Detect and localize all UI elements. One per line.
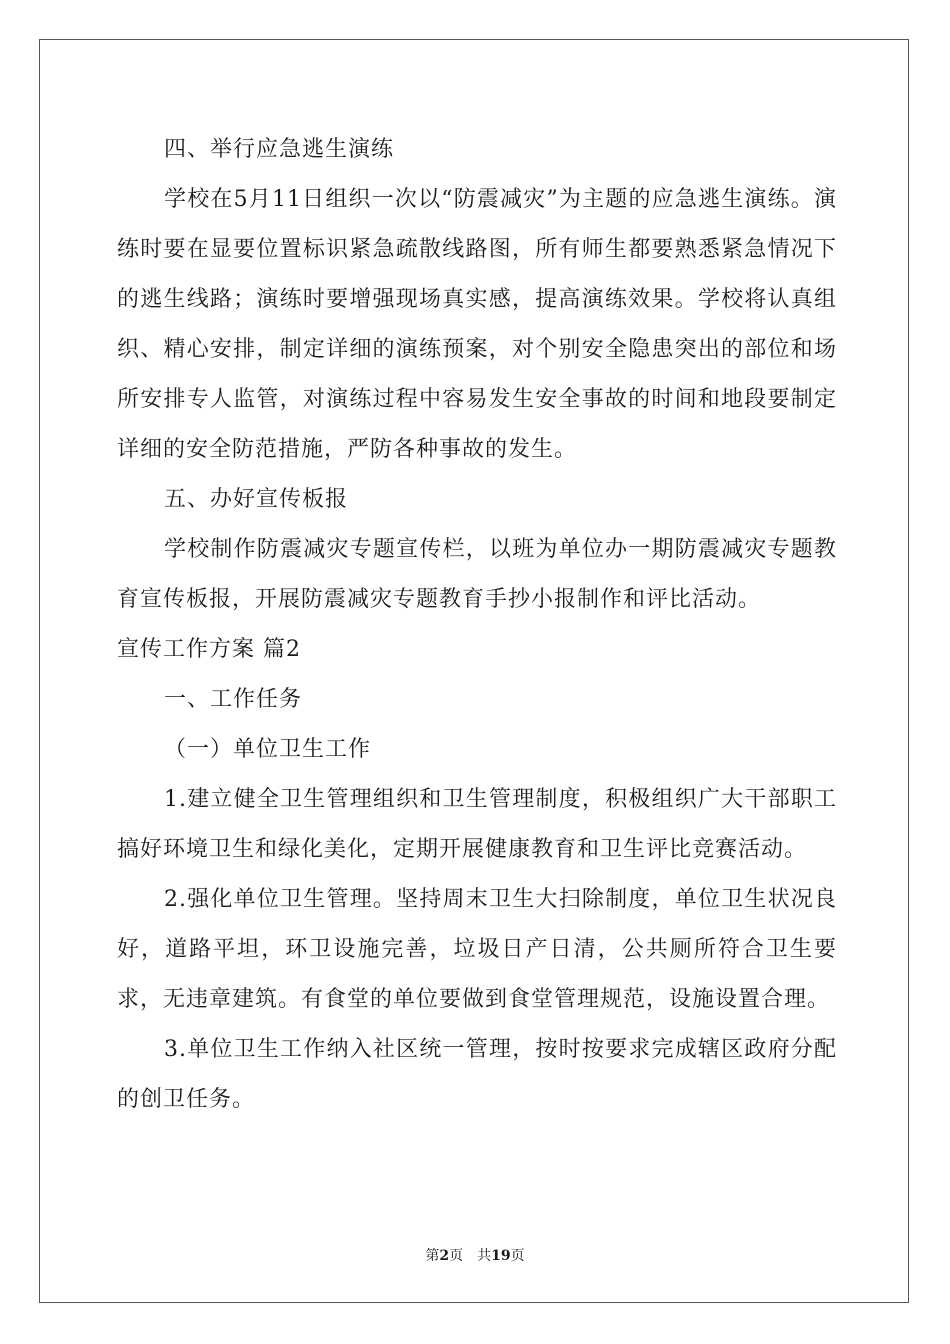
list-item-3: 3.单位卫生工作纳入社区统一管理，按时按要求完成辖区政府分配的创卫任务。: [117, 1037, 837, 1112]
paragraph-drill: 学校在5月11日组织一次以“防震减灾”为主题的应急逃生演练。演练时要在显要位置标识紧急疏散线路图，所有师生都要熟悉紧急情况下的逃生线路；演练时要增强现场真实感，提高演练效果。学校将认真组织、精心安排，制定详细的演练预案，对个别安全隐患突出的部位和场所安排专人监管，对演练过程中容易发生安全事故的时间和地段要制定详细的安全防范措施，严防各种事故的发生。: [117, 187, 837, 462]
list-item-2: 2.强化单位卫生管理。坚持周末卫生大扫除制度，单位卫生状况良好，道路平坦，环卫设施完善，垃圾日产日清，公共厕所符合卫生要求，无违章建筑。有食堂的单位要做到食堂管理规范，设施设置合理。: [117, 887, 837, 1012]
heading-section-5: 五、办好宣传板报: [164, 487, 349, 512]
footer-page-number: 2: [439, 1248, 450, 1264]
heading-section-4: 四、举行应急逃生演练: [164, 137, 395, 162]
page-footer: [0, 1245, 950, 1265]
document-body: [117, 125, 837, 1125]
heading-tasks: 一、工作任务: [164, 687, 303, 712]
document-section-title: 宣传工作方案 篇2: [117, 637, 301, 662]
subheading-unit-hygiene: （一）单位卫生工作: [164, 737, 372, 762]
footer-total-pages: 19: [491, 1248, 511, 1264]
footer-prefix: 第: [425, 1248, 440, 1264]
footer-mid: 页 共: [449, 1248, 492, 1264]
footer-suffix: 页: [510, 1248, 525, 1264]
list-item-1: 1.建立健全卫生管理组织和卫生管理制度，积极组织广大干部职工搞好环境卫生和绿化美化，定期开展健康教育和卫生评比竞赛活动。: [117, 787, 837, 862]
paragraph-board: 学校制作防震减灾专题宣传栏，以班为单位办一期防震减灾专题教育宣传板报，开展防震减灾专题教育手抄小报制作和评比活动。: [117, 537, 837, 612]
